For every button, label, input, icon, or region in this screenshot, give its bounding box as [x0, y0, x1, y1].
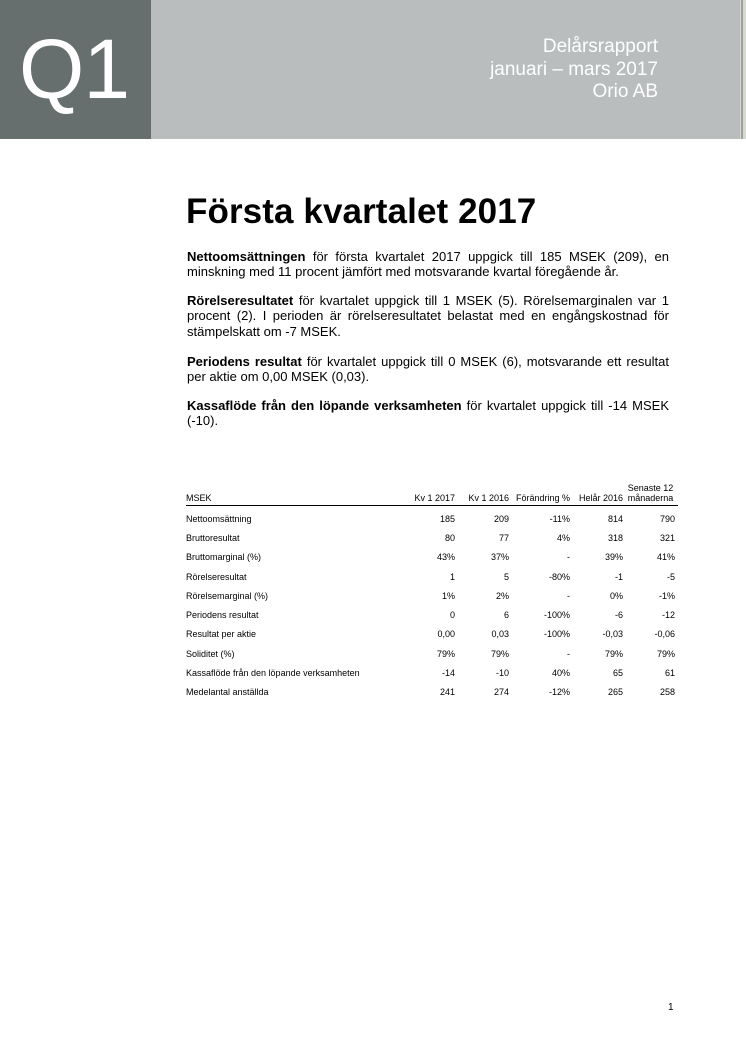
summary-paragraph-period-result — [187, 354, 669, 385]
cell-last-12-months: 321 — [659, 532, 675, 543]
table-row — [186, 663, 678, 682]
cell-change: - — [567, 590, 570, 601]
paragraph-lead: Nettoomsättningen — [187, 249, 306, 264]
cell-last-12-months: 41% — [656, 552, 675, 563]
table-row — [186, 605, 678, 624]
table-row — [186, 586, 678, 605]
report-type: Delårsrapport — [542, 36, 658, 57]
cell-change: -12% — [548, 687, 570, 698]
cell-last-12-months: -1% — [658, 590, 675, 601]
cell-change: - — [567, 648, 570, 659]
row-label: Resultat per aktie — [186, 629, 257, 640]
table-row — [186, 683, 678, 702]
cell-q1-2016: 79% — [490, 648, 509, 659]
row-label: Rörelseresultat — [186, 571, 247, 582]
cell-full-year-2016: 814 — [607, 513, 623, 524]
cell-q1-2017: 1 — [449, 571, 455, 582]
report-heading — [490, 36, 658, 104]
cell-last-12-months: 61 — [664, 668, 675, 679]
col-header-q1-2016: Kv 1 2016 — [455, 475, 509, 506]
cell-full-year-2016: 0% — [609, 590, 623, 601]
cell-q1-2016: 5 — [503, 571, 509, 582]
cell-full-year-2016: 265 — [607, 687, 623, 698]
paragraph-text: för kvartalet uppgick till 1 MSEK (5). Rörelsemarginalen var 1 procent (2). I perioden är rörelseresultatet belastat med en engångskostnad för stämpelskatt om -7 MSEK. — [187, 293, 669, 339]
cell-full-year-2016: 39% — [604, 552, 623, 563]
summary-paragraph-net-sales — [187, 249, 669, 280]
cell-change: 40% — [551, 668, 570, 679]
col-header-msek: MSEK — [186, 475, 396, 506]
cell-q1-2017: 0,00 — [437, 629, 455, 640]
cell-full-year-2016: 318 — [607, 532, 623, 543]
cell-change: -11% — [549, 513, 570, 524]
cell-last-12-months: 790 — [659, 513, 675, 524]
cell-q1-2016: 209 — [493, 513, 509, 524]
cell-q1-2017: 241 — [439, 687, 455, 698]
table-row — [186, 567, 678, 586]
table-row — [186, 548, 678, 567]
table-row — [186, 506, 678, 529]
cell-q1-2017: 80 — [444, 532, 455, 543]
cell-q1-2016: -10 — [495, 668, 509, 679]
cell-change: -100% — [543, 610, 570, 621]
cell-q1-2017: 79% — [436, 648, 455, 659]
cell-q1-2016: 77 — [498, 532, 509, 543]
cell-change: -80% — [548, 571, 570, 582]
paragraph-lead: Periodens resultat — [187, 354, 302, 369]
row-label: Nettoomsättning — [186, 513, 252, 524]
row-label: Soliditet (%) — [186, 648, 235, 659]
page-title: Första kvartalet 2017 — [186, 192, 537, 231]
cell-full-year-2016: 79% — [604, 648, 623, 659]
table-row — [186, 644, 678, 663]
cell-change: -100% — [543, 629, 570, 640]
company-name: Orio AB — [592, 81, 658, 102]
cell-q1-2017: 185 — [439, 513, 455, 524]
row-label: Bruttoresultat — [186, 532, 240, 543]
cell-full-year-2016: -6 — [614, 610, 623, 621]
report-period: januari – mars 2017 — [490, 58, 658, 80]
row-label: Bruttomarginal (%) — [186, 552, 262, 563]
cell-q1-2016: 37% — [490, 552, 509, 563]
paragraph-text: för kvartalet uppgick till -14 MSEK (-10). — [187, 398, 669, 429]
paragraph-text: för kvartalet uppgick till 0 MSEK (6), motsvarande ett resultat per aktie om 0,00 MSEK (0,03). — [187, 354, 670, 385]
cell-last-12-months: 79% — [656, 648, 675, 659]
cell-q1-2017: -14 — [441, 668, 455, 679]
row-label: Rörelsemarginal (%) — [186, 590, 269, 601]
col-header-full-year-2016: Helår 2016 — [570, 475, 623, 506]
quarter-badge: Q1 — [0, 0, 151, 139]
paragraph-lead: Rörelseresultatet — [187, 293, 294, 308]
summary-paragraph-operating-result — [187, 293, 669, 339]
cell-change: - — [567, 552, 570, 563]
cell-q1-2016: 0,03 — [491, 629, 509, 640]
cell-q1-2017: 0 — [449, 610, 455, 621]
header-band — [0, 0, 746, 139]
paragraph-lead: Kassaflöde från den löpande verksamheten — [187, 398, 462, 413]
cell-full-year-2016: -1 — [614, 571, 623, 582]
cell-full-year-2016: -0,03 — [602, 629, 623, 640]
row-label: Medelantal anställda — [186, 687, 269, 698]
col-header-q1-2017: Kv 1 2017 — [396, 475, 455, 506]
row-label: Kassaflöde från den löpande verksamheten — [186, 668, 360, 679]
summary-paragraph-cash-flow — [187, 398, 669, 429]
cell-q1-2017: 43% — [436, 552, 455, 563]
cell-full-year-2016: 65 — [612, 668, 623, 679]
cell-q1-2016: 2% — [495, 590, 509, 601]
col-header-change: Förändring % — [509, 475, 570, 506]
cell-q1-2016: 274 — [493, 687, 509, 698]
row-label: Periodens resultat — [186, 610, 259, 621]
key-figures-table — [186, 475, 678, 702]
cell-last-12-months: 258 — [659, 687, 675, 698]
col-header-last-12-months: Senaste 12 månaderna — [623, 475, 678, 506]
cell-last-12-months: -0,06 — [654, 629, 675, 640]
header-edge-divider — [740, 0, 746, 139]
table-row — [186, 528, 678, 547]
page-number: 1 — [668, 1002, 674, 1013]
table-header-row — [186, 475, 678, 506]
paragraph-text: för första kvartalet 2017 uppgick till 185 MSEK (209), en minskning med 11 procent jämfört med motsvarande kvartal föregående år. — [187, 249, 669, 280]
cell-q1-2016: 6 — [503, 610, 509, 621]
cell-q1-2017: 1% — [441, 590, 455, 601]
table-row — [186, 625, 678, 644]
cell-last-12-months: -12 — [661, 610, 675, 621]
cell-last-12-months: -5 — [666, 571, 675, 582]
cell-change: 4% — [556, 532, 570, 543]
